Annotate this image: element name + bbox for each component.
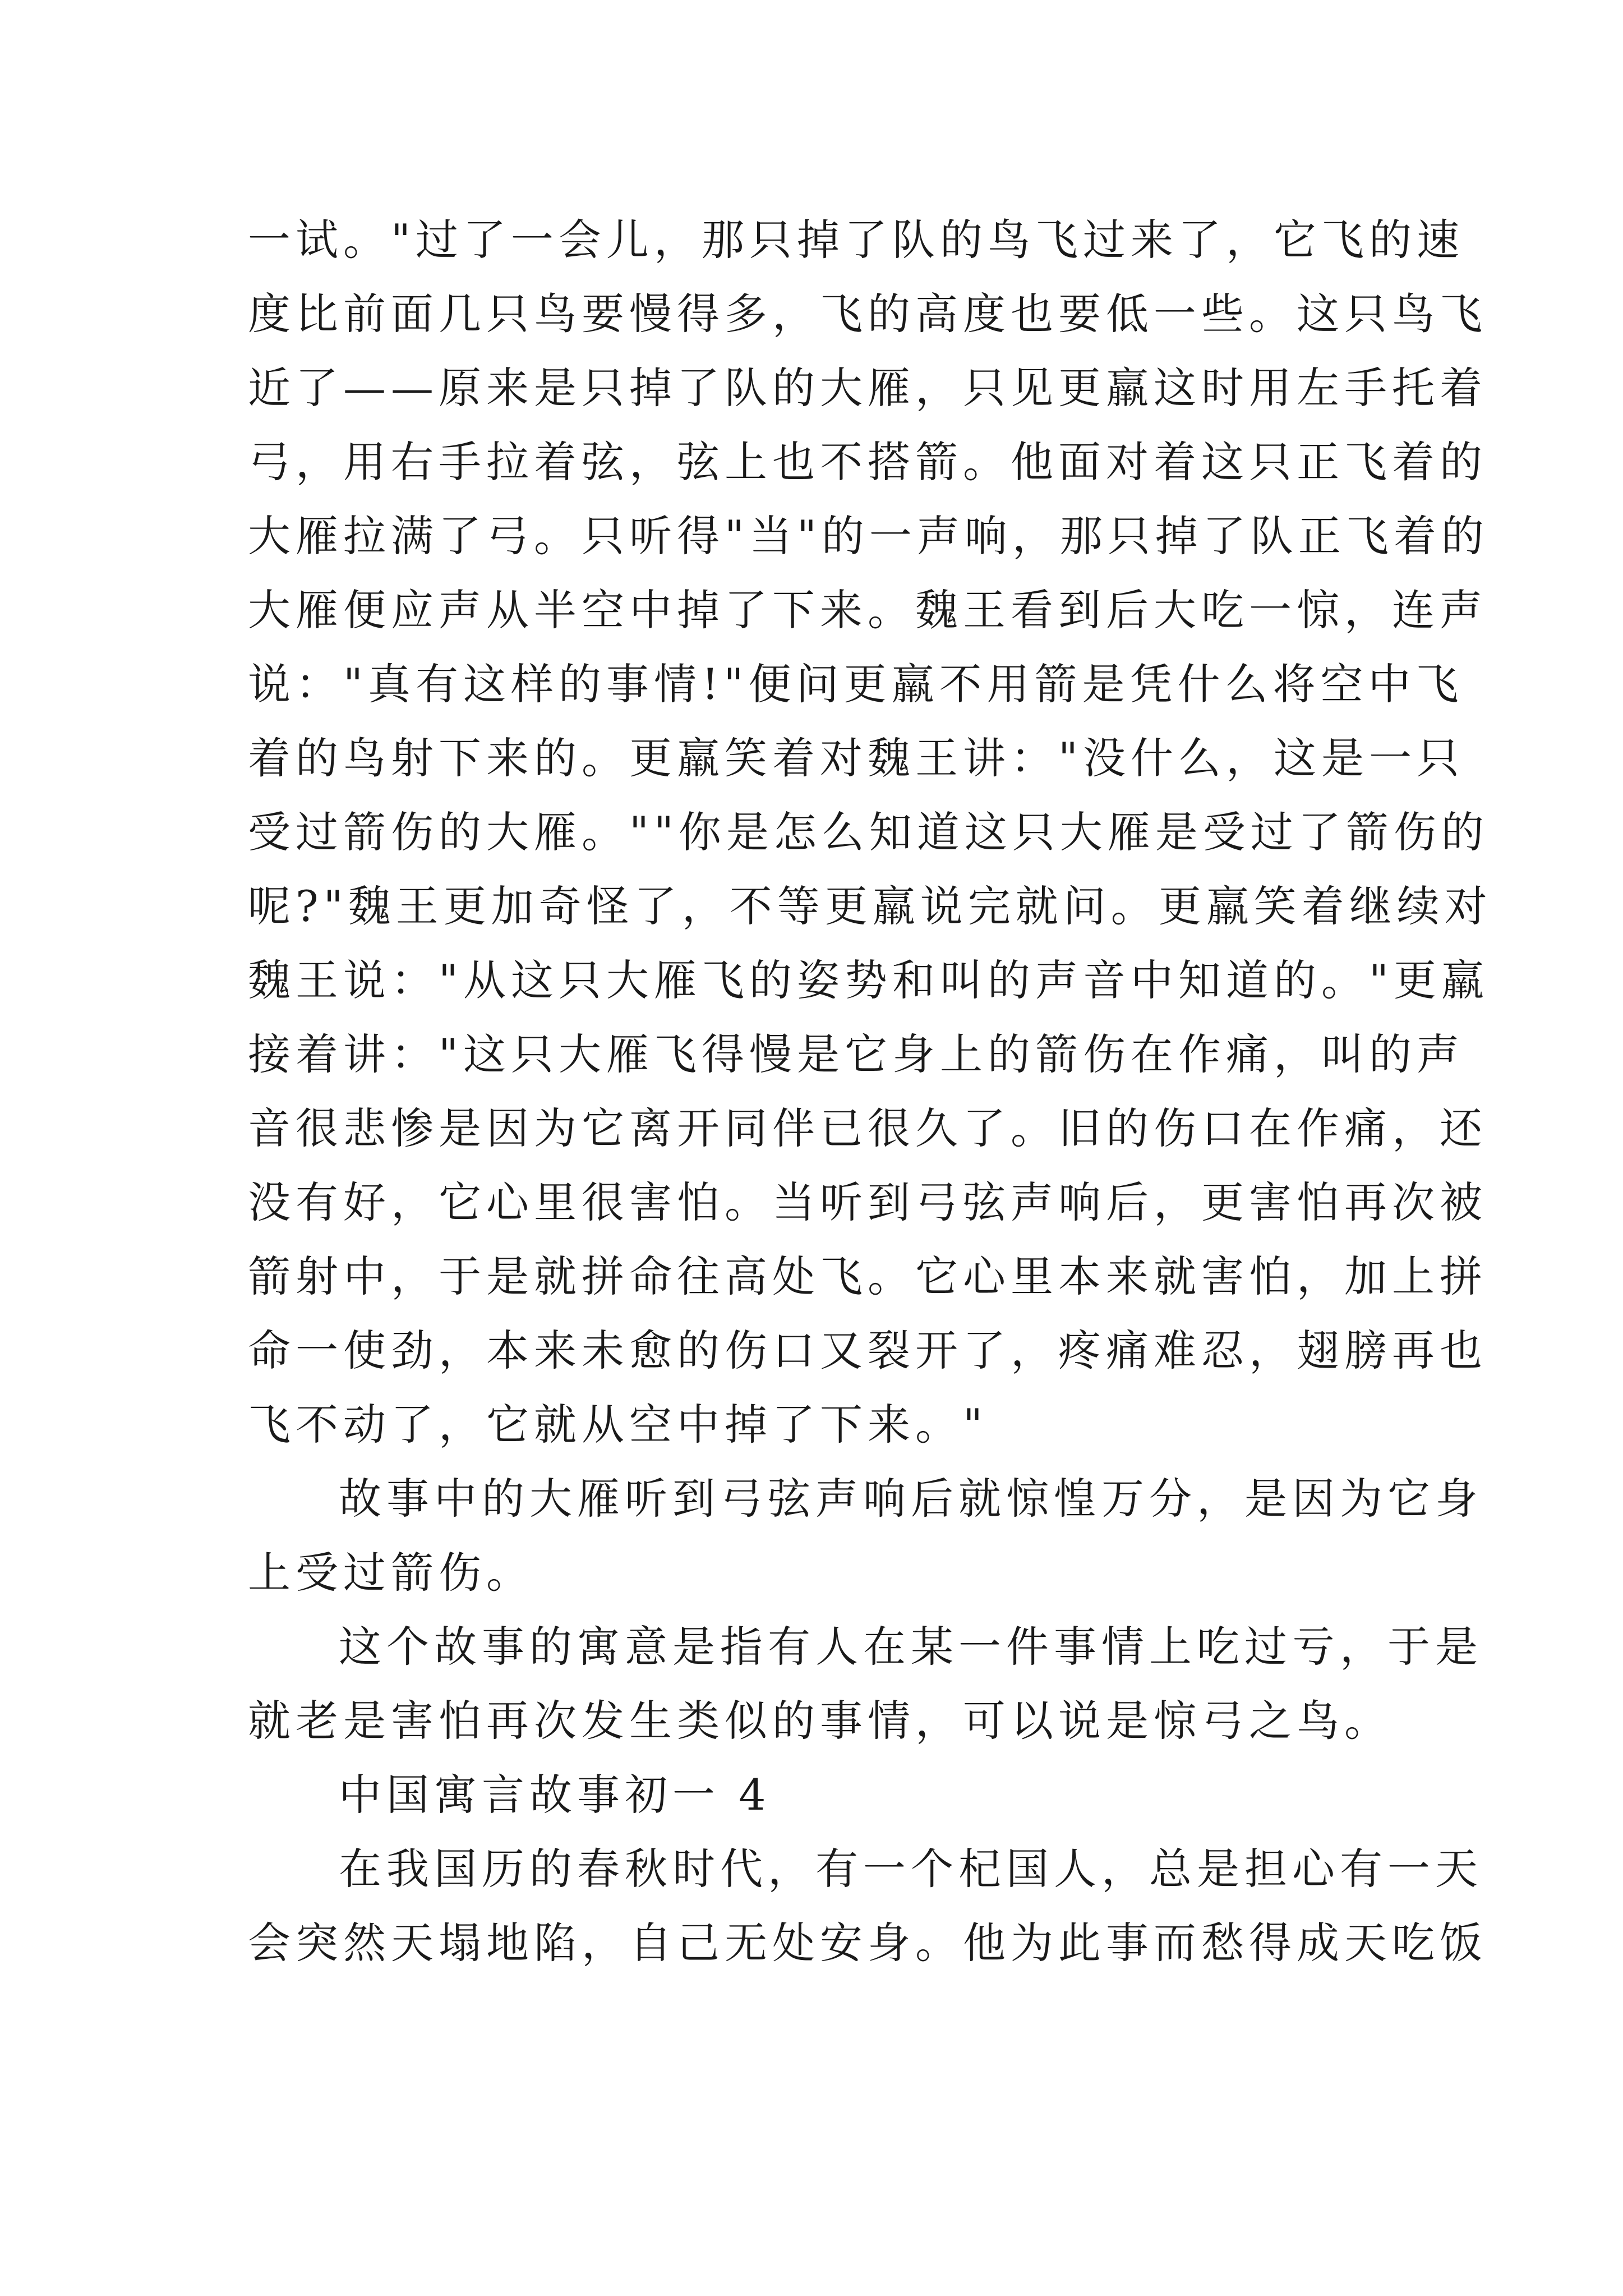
text-line: 大雁便应声从半空中掉了下来。魏王看到后大吃一惊，连声 — [248, 585, 1487, 635]
text-line: 一试。"过了一会儿，那只掉了队的鸟飞过来了，它飞的速 — [248, 215, 1464, 265]
text-line: 就老是害怕再次发生类似的事情，可以说是惊弓之鸟。 — [248, 1696, 1392, 1746]
text-line: 受过箭伤的大雁。""你是怎么知道这只大雁是受过了箭伤的 — [248, 807, 1489, 857]
text-line: 度比前面几只鸟要慢得多，飞的高度也要低一些。这只鸟飞 — [248, 289, 1487, 339]
text-line: 大雁拉满了弓。只听得"当"的一声响，那只掉了队正飞着的 — [248, 511, 1489, 561]
text-line: 近了——原来是只掉了队的大雁，只见更羸这时用左手托着 — [248, 363, 1487, 413]
paragraph-start-line: 这个故事的寓意是指有人在某一件事情上吃过亏，于是 — [339, 1622, 1483, 1672]
text-line: 会突然天塌地陷，自己无处安身。他为此事而愁得成天吃饭 — [248, 1918, 1487, 1968]
text-line: 命一使劲，本来未愈的伤口又裂开了，疼痛难忍，翅膀再也 — [248, 1326, 1487, 1375]
text-line: 飞不动了，它就从空中掉了下来。" — [248, 1400, 988, 1450]
text-line: 呢?"魏王更加奇怪了，不等更羸说完就问。更羸笑着继续对 — [248, 881, 1492, 931]
text-line: 魏王说："从这只大雁飞的姿势和叫的声音中知道的。"更羸 — [248, 955, 1489, 1005]
text-line: 箭射中，于是就拼命往高处飞。它心里本来就害怕，加上拼 — [248, 1251, 1487, 1301]
text-line: 着的鸟射下来的。更羸笑着对魏王讲："没什么，这是一只 — [248, 733, 1464, 783]
text-line: 说："真有这样的事情!"便问更羸不用箭是凭什么将空中飞 — [248, 659, 1464, 709]
text-line: 上受过箭伤。 — [248, 1548, 534, 1598]
text-line: 弓，用右手拉着弦，弦上也不搭箭。他面对着这只正飞着的 — [248, 437, 1487, 487]
text-line: 接着讲："这只大雁飞得慢是它身上的箭伤在作痛，叫的声 — [248, 1029, 1464, 1079]
body-text — [248, 203, 1492, 1980]
text-line: 没有好，它心里很害怕。当听到弓弦声响后，更害怕再次被 — [248, 1177, 1487, 1227]
text-line: 音很悲惨是因为它离开同伴已很久了。旧的伤口在作痛，还 — [248, 1103, 1487, 1153]
paragraph-start-line: 在我国历的春秋时代，有一个杞国人，总是担心有一天 — [339, 1844, 1483, 1894]
section-heading: 中国寓言故事初一 4 — [339, 1770, 771, 1820]
paragraph-start-line: 故事中的大雁听到弓弦声响后就惊惶万分，是因为它身 — [339, 1474, 1483, 1524]
